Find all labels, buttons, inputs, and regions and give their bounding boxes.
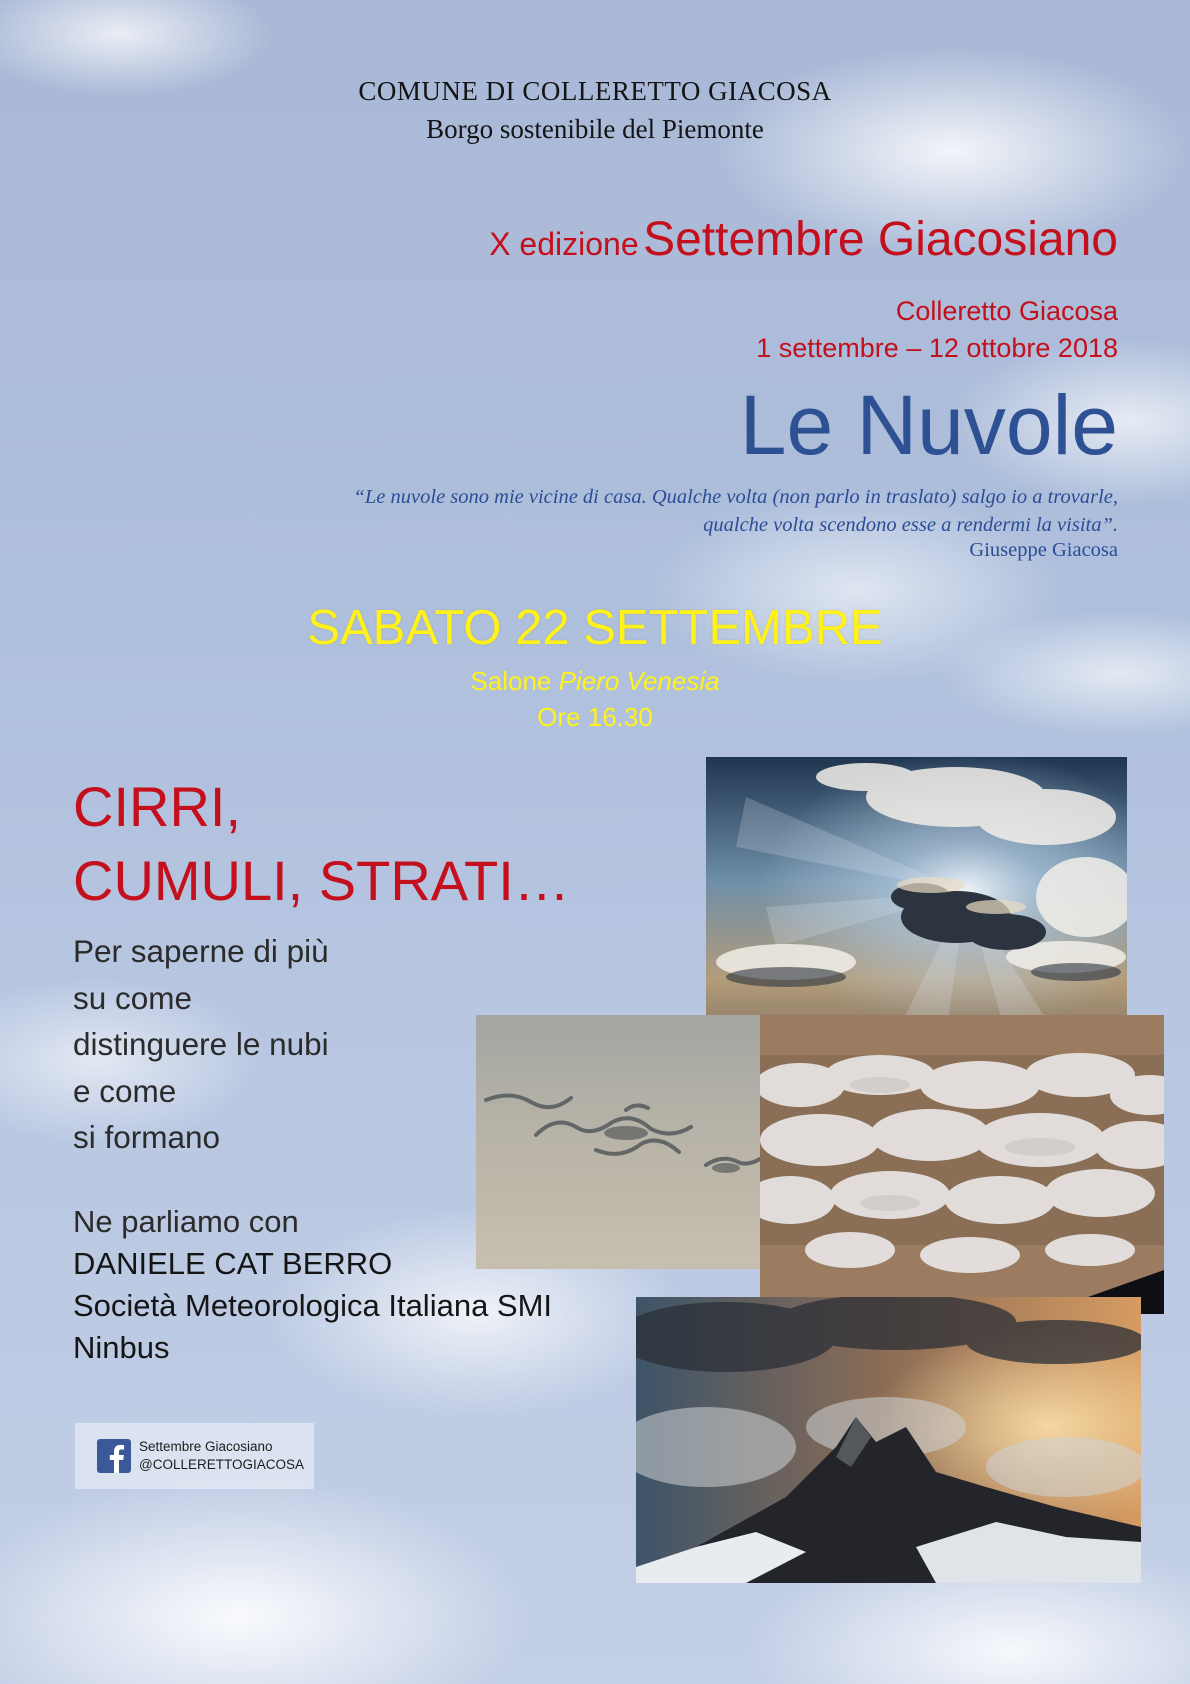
description-line: e come [73, 1072, 177, 1109]
headline-line-2: CUMULI, STRATI… [73, 849, 570, 912]
speaker-name: DANIELE CAT BERRO [73, 1246, 393, 1281]
speaker-intro: Ne parliamo con [73, 1204, 299, 1239]
quote-line-2: qualche volta scendono esse a rendermi la visita”. [703, 514, 1118, 536]
comune-title: COMUNE DI COLLERETTO GIACOSA [358, 76, 832, 106]
facebook-badge[interactable] [75, 1423, 314, 1489]
edition-name: Settembre Giacosiano [643, 213, 1118, 266]
description-line: su come [73, 979, 193, 1016]
photo-mountain-sunset [636, 1297, 1141, 1583]
venue-name: Piero Venesia [558, 666, 720, 696]
photo-sun-rays [706, 757, 1127, 1035]
borgo-subtitle: Borgo sostenibile del Piemonte [426, 114, 764, 144]
facebook-page-name: Settembre Giacosiano [139, 1439, 273, 1454]
description-line: distinguere le nubi [73, 1026, 329, 1062]
event-dates: 1 settembre – 12 ottobre 2018 [756, 333, 1118, 363]
edition-heading [489, 212, 1118, 267]
quote-author: Giuseppe Giacosa [969, 539, 1118, 561]
facebook-text [139, 1438, 304, 1474]
event-place: Colleretto Giacosa [895, 296, 1118, 326]
headline-line-1: CIRRI, [73, 775, 241, 838]
talk-description [73, 928, 329, 1161]
session-venue [0, 666, 1190, 697]
quote [158, 483, 1118, 539]
edition-prefix: X edizione [489, 226, 639, 262]
quote-line-1: “Le nuvole sono mie vicine di casa. Qualche volta (non parlo in traslato) salgo io a trovarle, [353, 486, 1118, 508]
venue-prefix: Salone [470, 666, 552, 696]
talk-headline [73, 770, 570, 918]
speaker-org-2: Ninbus [73, 1330, 170, 1365]
speaker-org: Società Meteorologica Italiana SMI [73, 1288, 553, 1323]
description-line: si formano [73, 1119, 221, 1155]
description-line: Per saperne di più [73, 933, 329, 969]
session-time: Ore 16.30 [537, 702, 653, 732]
photo-hazy-sky [476, 1015, 762, 1269]
theme-title: Le Nuvole [739, 378, 1118, 472]
photo-clouds-above [760, 1015, 1164, 1314]
facebook-icon [97, 1439, 131, 1473]
session-day: SABATO 22 SETTEMBRE [307, 601, 883, 655]
facebook-handle: @COLLERETTOGIACOSA [139, 1457, 304, 1472]
